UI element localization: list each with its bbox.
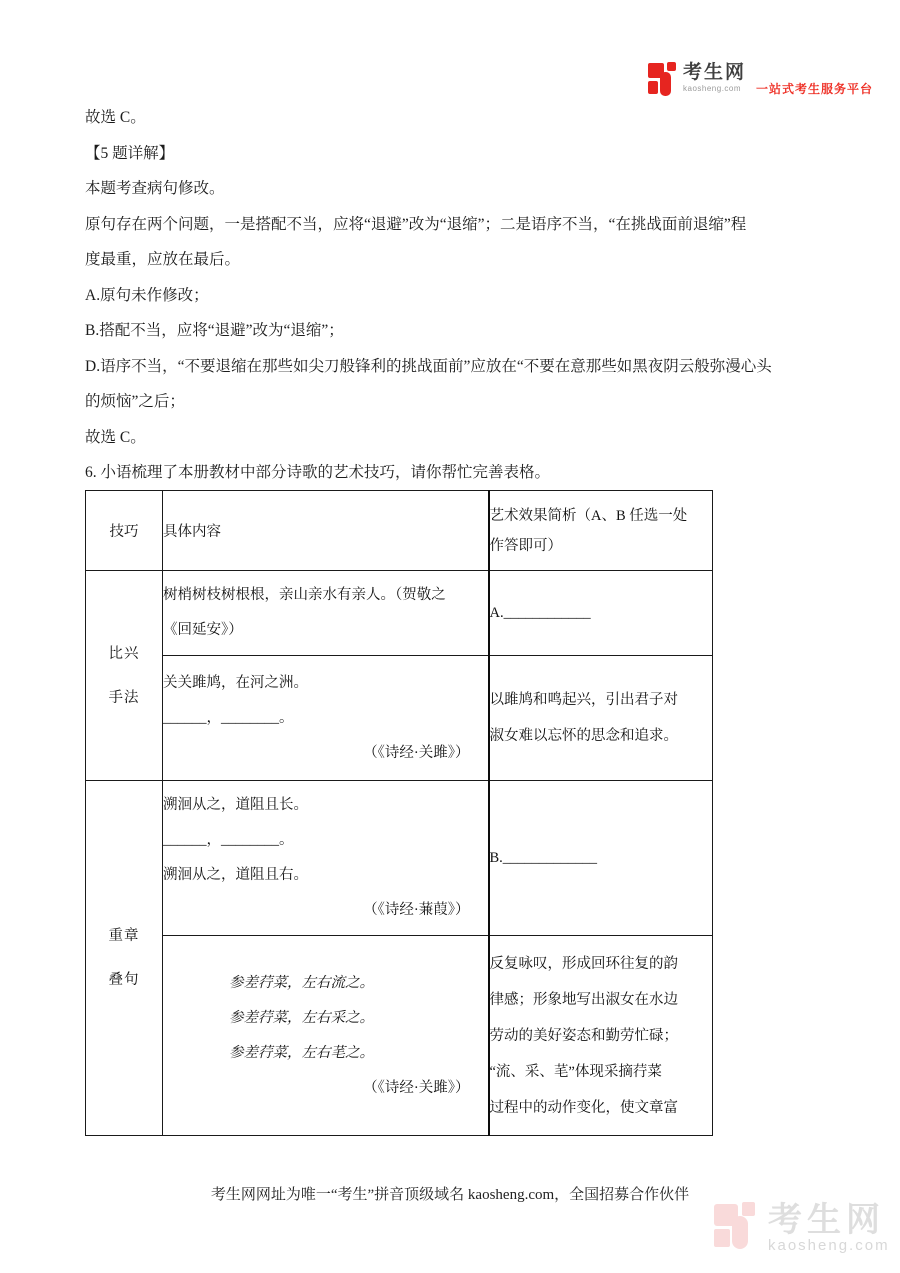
effect-text-line: 反复咏叹，形成回环往复的韵 [489,955,678,972]
content-cell [163,781,489,936]
question-6-title: 6. 小语梳理了本册教材中部分诗歌的艺术技巧，请你帮忙完善表格。 [85,464,551,481]
technique-label: 比兴手法 [108,645,140,706]
fill-blank-line: ______，________。 [163,709,294,726]
poem-line: 参差荇菜，左右流之。 [229,974,374,991]
table-header-row [86,491,713,571]
table-row [86,781,713,936]
text-line: 度最重，应放在最后。 [85,251,241,268]
option-b-line: B.搭配不当，应将“退避”改为“退缩”； [85,322,344,339]
poem-line: 参差荇菜，左右芼之。 [229,1044,374,1061]
poem-source: （《诗经·关雎》） [363,1079,470,1096]
technique-cell-chongzhang [86,781,163,1136]
option-a-line: A.原句未作修改； [85,286,209,304]
poem-line: 关关雎鸠，在河之洲。 [163,674,308,691]
effect-text-line: 劳动的美好姿态和勤劳忙碌； [489,1027,678,1044]
answer-blank-b: B._____________ [489,850,598,866]
answer-blank-a: A.____________ [489,605,591,621]
effect-cell [489,656,713,781]
effect-cell-blank-a [489,571,713,656]
effect-cell [489,936,713,1136]
effect-text-line: 以雎鸠和鸣起兴，引出君子对 [489,692,678,708]
effect-text-line: 淑女难以忘怀的思念和追求。 [489,728,678,744]
table-row [86,656,713,781]
effect-text-line: “流、采、芼”体现采摘荇菜 [489,1063,662,1080]
poetry-technique-table [85,490,713,1136]
technique-cell-bixing [86,571,163,781]
option-d-line: D.语序不当，“不要退缩在那些如尖刀般锋利的挑战面前”应放在“不要在意那些如黑夜阴云般弥漫心头 [85,357,772,375]
kaosheng-watermark [714,1202,890,1254]
effect-cell-blank-b [489,781,713,936]
fill-blank-line: ______，________。 [163,832,294,848]
effect-text-line: 律感；形象地写出淑女在水边 [489,991,678,1008]
footer-note: 考生网网址为唯一“考生”拼音顶级域名 kaosheng.com，全国招募合作伙伴 [210,1187,690,1203]
section-heading: 【5 题详解】 [85,144,175,162]
text-line: 故选 C。 [85,428,146,446]
poem-source: （《诗经·蒹葭》） [363,902,470,918]
text-line: 本题考查病句修改。 [85,180,225,197]
logo-text [683,62,746,96]
kaosheng-logo-icon [648,62,679,96]
brand-tagline: 一站式考生服务平台 [756,82,874,96]
header-effect-line: 作答即可） [489,537,562,554]
effect-text-line: 过程中的动作变化，使文章富 [489,1099,678,1116]
text-line: 原句存在两个问题，一是搭配不当，应将“退避”改为“退缩”；二是语序不当，“在挑战面前退缩”程 [85,215,747,233]
table-row [86,936,713,1136]
content-cell [163,936,489,1136]
watermark-text [768,1202,890,1254]
content-cell [163,571,489,656]
header-technique: 技巧 [86,491,163,571]
header-content: 具体内容 [163,491,489,571]
site-header [648,62,873,97]
text-line: 故选 C。 [85,109,146,126]
content-cell [163,656,489,781]
poem-line: 参差荇菜，左右采之。 [229,1009,374,1026]
kaosheng-watermark-icon [714,1202,758,1250]
text-line: 的烦恼”之后； [85,393,185,410]
watermark-domain: kaosheng.com [768,1237,890,1254]
header-effect [489,491,713,571]
poem-line: 《回延安》） [163,622,243,638]
poem-line: 溯洄从之，道阻且右。 [163,867,308,883]
poem-source: （《诗经·关雎》） [363,744,470,761]
document-body [85,100,825,491]
technique-label: 重章叠句 [108,928,140,988]
table-row [86,571,713,656]
kaosheng-logo [648,62,746,96]
watermark-brand: 考生网 [768,1201,885,1239]
poem-line: 树梢树枝树根根，亲山亲水有亲人。（贺敬之 [163,587,446,603]
poem-line: 溯洄从之，道阻且长。 [163,797,308,813]
header-effect-line: 艺术效果简析（A、B 任选一处 [489,507,688,524]
brand-domain: kaosheng.com [683,84,742,93]
brand-name: 考生网 [683,62,747,83]
